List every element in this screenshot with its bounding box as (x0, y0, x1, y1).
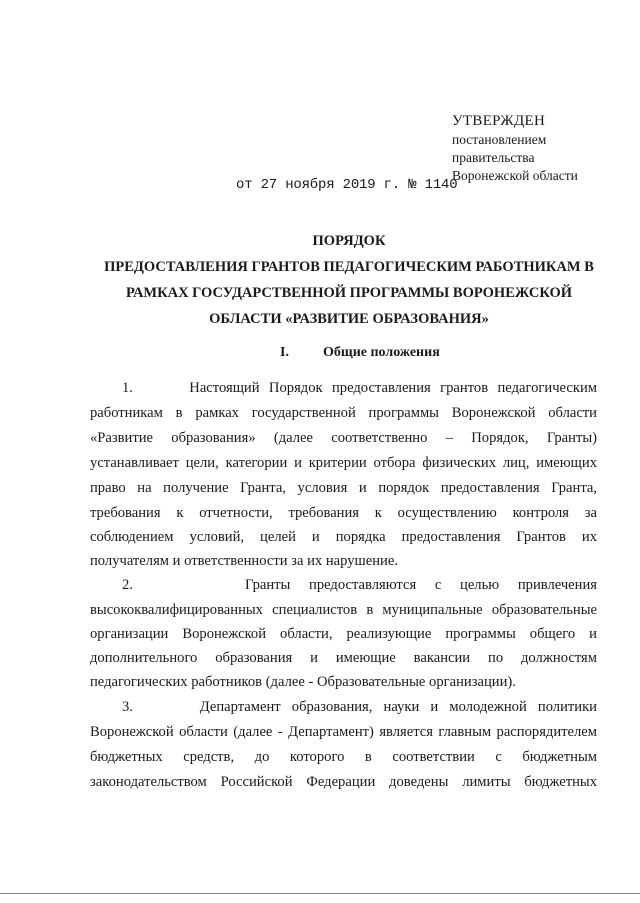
body-line: бюджетных средств, до которого в соответствии с бюджетным (90, 749, 597, 765)
scan-edge-rule (0, 893, 640, 894)
approval-line: постановлением (452, 132, 547, 147)
body-line: Воронежской области (далее - Департамент) является главным распорядителем (90, 724, 597, 740)
title-line: РАМКАХ ГОСУДАРСТВЕННОЙ ПРОГРАММЫ ВОРОНЕЖСКОЙ (125, 285, 573, 301)
body-line: требования к отчетности, требования к осуществлению контроля за (90, 505, 597, 521)
body-line: 2. Гранты предоставляются с целью привлечения (122, 577, 597, 593)
body-line: право на получение Гранта, условия и порядок предоставления Гранта, (90, 480, 597, 496)
approval-line: Воронежской области (452, 168, 578, 183)
title-line: ОБЛАСТИ «РАЗВИТИЕ ОБРАЗОВАНИЯ» (209, 311, 489, 327)
body-line: устанавливает цели, категории и критерии отбора физических лиц, имеющих (90, 455, 597, 471)
title-line: ПОРЯДОК (312, 233, 386, 249)
body-line: соблюдением условий, целей и порядка предоставления Грантов их (90, 529, 597, 545)
title-line: ПРЕДОСТАВЛЕНИЯ ГРАНТОВ ПЕДАГОГИЧЕСКИМ РАБОТНИКАМ В (104, 259, 594, 275)
section-number: I. (280, 345, 289, 360)
body-line: дополнительного образования и имеющие вакансии по должностям (90, 650, 597, 666)
body-line: организации Воронежской области, реализующие программы общего и (90, 626, 597, 642)
body-line: 3. Департамент образования, науки и молодежной политики (122, 699, 597, 715)
section-name: Общие положения (323, 345, 440, 360)
approval-heading: УТВЕРЖДЕН (452, 113, 546, 129)
body-line: законодательством Российской Федерации доведены лимиты бюджетных (90, 774, 597, 790)
body-line: получателям и ответственности за их нарушение. (90, 553, 398, 569)
approval-line: правительства (452, 150, 535, 165)
body-line: высококвалифицированных специалистов в муниципальные образовательные (90, 602, 597, 618)
body-line: 1. Настоящий Порядок предоставления грантов педагогическим (122, 380, 597, 396)
document-title (90, 228, 608, 332)
body-line: «Развитие образования» (далее соответственно – Порядок, Гранты) (90, 430, 597, 446)
body-line: педагогических работников (далее - Образовательные организации). (90, 674, 516, 690)
approval-stamp (452, 112, 578, 185)
body-line: работникам в рамках государственной программы Воронежской области (90, 405, 597, 421)
decree-date-number: от 27 ноября 2019 г. № 1140 (236, 177, 458, 193)
